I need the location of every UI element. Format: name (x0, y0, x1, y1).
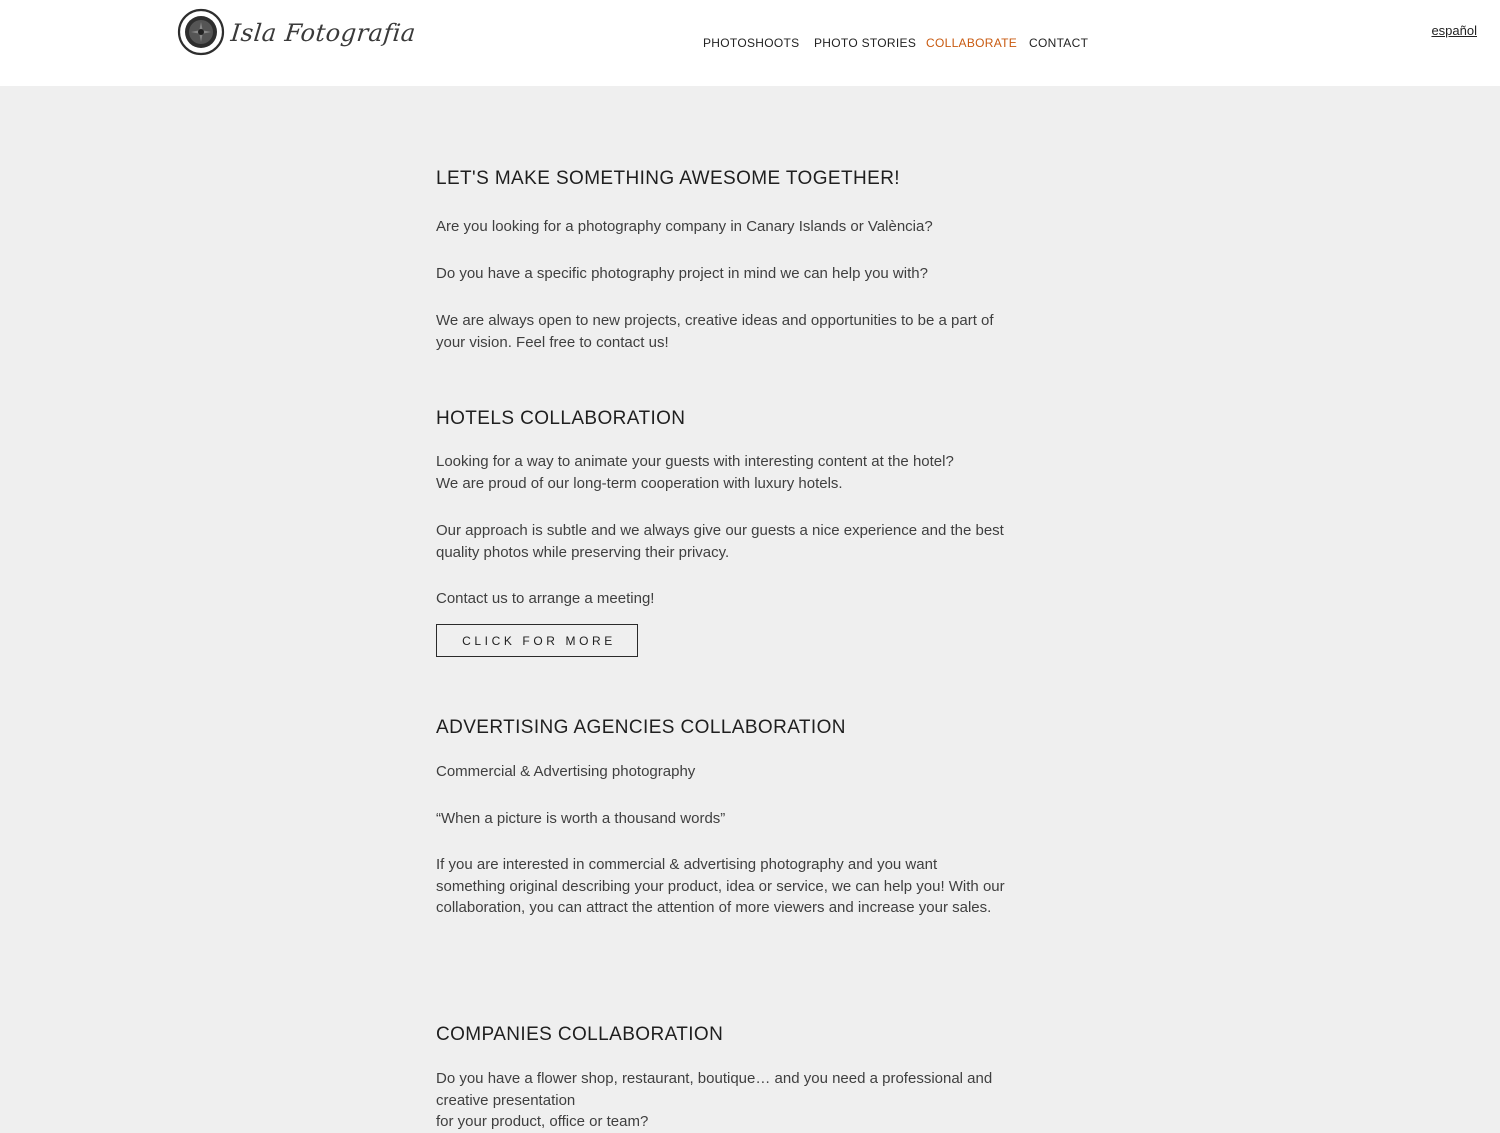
nav-item-contact[interactable]: CONTACT (1029, 36, 1089, 50)
companies-paragraph-1-line-1: Do you have a flower shop, restaurant, boutique… and you need a professional and creative presentation (436, 1070, 993, 1109)
site-header (0, 0, 1500, 86)
camera-lens-icon (177, 8, 225, 56)
hotels-paragraph-3: Contact us to arrange a meeting! (436, 590, 655, 607)
hotels-heading: HOTELS COLLABORATION (436, 408, 686, 429)
hotels-paragraph-2: Our approach is subtle and we always give our guests a nice experience and the best quality photos while preserving their privacy. (436, 522, 1004, 561)
logo-wordmark: Isla Fotografia (229, 19, 418, 47)
site-logo[interactable] (177, 8, 416, 56)
language-switch-link[interactable]: español (1431, 23, 1477, 38)
nav-item-collaborate[interactable]: COLLABORATE (926, 36, 1018, 50)
hotels-paragraph-1-line-1: Looking for a way to animate your guests with interesting content at the hotel? (436, 453, 954, 470)
companies-heading: COMPANIES COLLABORATION (436, 1024, 724, 1045)
nav-item-photo-stories[interactable]: PHOTO STORIES (814, 36, 917, 50)
hotels-paragraph-1-line-2: We are proud of our long-term cooperation with luxury hotels. (436, 474, 843, 492)
agencies-paragraph-3: If you are interested in commercial & advertising photography and you want something original describing your product, idea or service, we can help you! With our collaboration, you can attract the attention of more viewers and increase your sales. (436, 856, 1005, 916)
click-for-more-button[interactable]: CLICK FOR MORE (436, 624, 638, 657)
companies-paragraph-1-line-2: for your product, office or team? (436, 1113, 649, 1130)
companies-paragraph-1 (436, 1068, 1006, 1133)
intro-paragraph-1: Are you looking for a photography company in Canary Islands or València? (436, 218, 933, 235)
agencies-heading: ADVERTISING AGENCIES COLLABORATION (436, 717, 846, 738)
agencies-paragraph-1: Commercial & Advertising photography (436, 763, 696, 780)
nav-item-photoshoots[interactable]: PHOTOSHOOTS (703, 36, 800, 50)
hotels-paragraph-1 (436, 451, 1006, 494)
agencies-paragraph-2: “When a picture is worth a thousand words” (436, 810, 726, 827)
intro-heading: LET'S MAKE SOMETHING AWESOME TOGETHER! (436, 168, 900, 189)
intro-paragraph-3: We are always open to new projects, creative ideas and opportunities to be a part of your vision. Feel free to contact us! (436, 312, 994, 351)
intro-paragraph-2: Do you have a specific photography project in mind we can help you with? (436, 265, 928, 282)
